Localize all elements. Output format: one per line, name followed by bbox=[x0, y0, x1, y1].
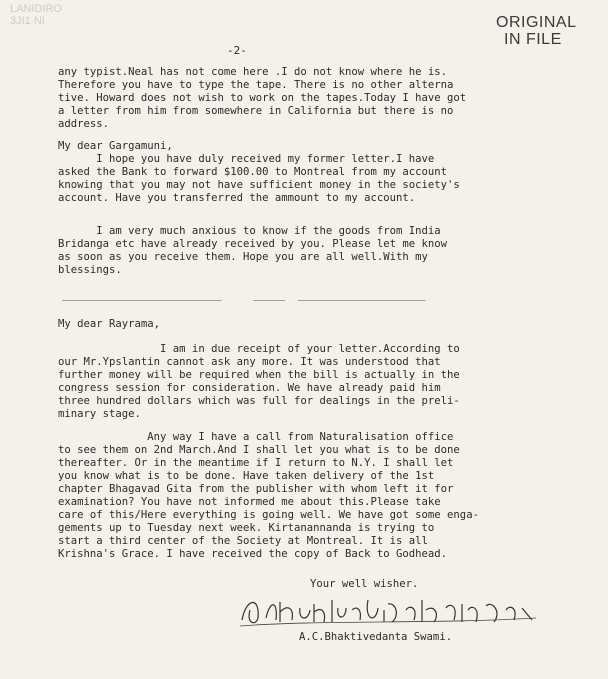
stamp-line-2: IN FILE bbox=[504, 31, 562, 48]
paragraph-receipt: I am in due receipt of your letter.According to our Mr.Ypslantin cannot ask any more. It was understood that further money will be required when the bill is actually in the congress session for consideration. We have already paid him three hundred dollars which was full for dealings in the preli- minary stage. bbox=[58, 343, 460, 420]
closing-line: Your well wisher. bbox=[310, 578, 419, 590]
paragraph-typist: any typist.Neal has not come here .I do not know where he is. Therefore you have to type the tape. There is no other alterna tive. Howard does not wish to work on the tapes.Today I have got a letter from him from somewhere in California but there is no address. bbox=[58, 66, 467, 130]
svg-text:3JI1 NI: 3JI1 NI bbox=[10, 15, 45, 26]
stamp-line-1: ORIGINAL bbox=[496, 14, 577, 31]
page-number: -2- bbox=[227, 44, 247, 57]
bleedthrough-stamp bbox=[8, 2, 78, 28]
section-divider: _________________________ _____ ____________________ bbox=[62, 289, 426, 301]
paragraph-goods: I am very much anxious to know if the goods from India Bridanga etc have already received by you. Please let me know as soon as you receive them. Hope you are all well.With my blessings. bbox=[58, 225, 448, 276]
paragraph-gargamuni: My dear Gargamuni, I hope you have duly received my former letter.I have asked the Bank to forward $100.00 to Montreal from my account knowing that you may not have sufficient money in the society's account. Have you transferred the ammount to my account. bbox=[58, 140, 460, 204]
salutation-rayrama: My dear Rayrama, bbox=[58, 318, 161, 330]
paragraph-naturalisation: Any way I have a call from Naturalisation office to see them on 2nd March.And I shall let you what is to be done thereafter. Or in the meantime if I return to N.Y. I shall let you know what is to be done. Have taken delivery of the 1st chapter Bhagavad Gita from the publisher with whom left it for examination? You have not informed me about this.Please take care of this/Here everything is going well. We have got some enga- gements up to Tuesday next week. Kirtanannanda is trying to start a third center of the Society at Montreal. It is all Krishna's Grace. I have received the copy of Back to Godhead. bbox=[58, 431, 479, 560]
original-in-file-stamp bbox=[496, 14, 586, 48]
bleedthrough-stamp-mark bbox=[8, 2, 78, 26]
svg-text:LANIDIRO: LANIDIRO bbox=[10, 3, 62, 15]
signature-typed-name: A.C.Bhaktivedanta Swami. bbox=[299, 631, 453, 643]
handwritten-signature bbox=[236, 590, 548, 630]
